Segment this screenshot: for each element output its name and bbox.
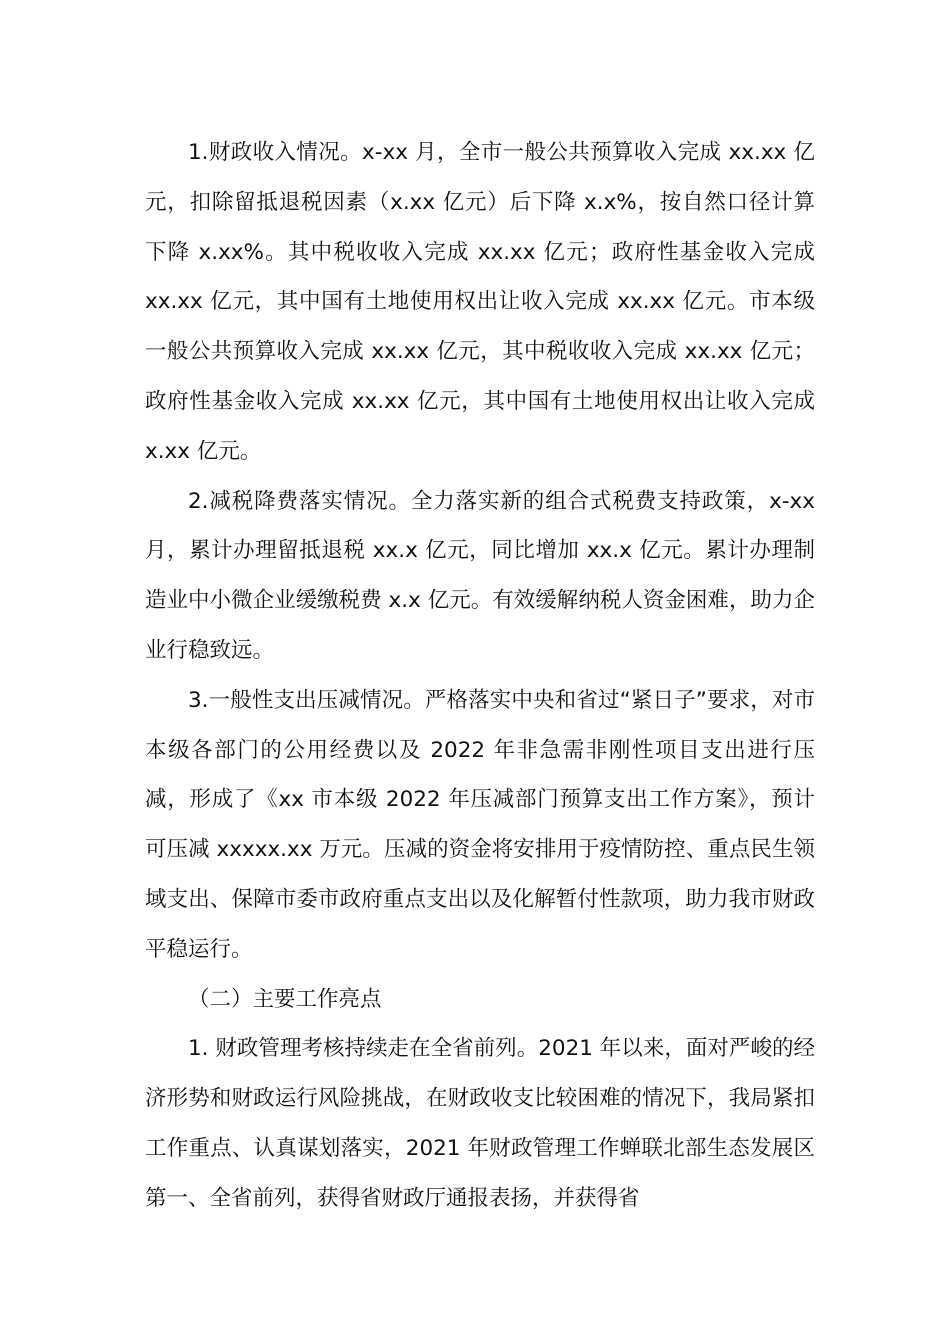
paragraph-fiscal-management: 1. 财政管理考核持续走在全省前列。2021 年以来，面对严峻的经济形势和财政运行风险挑战，在财政收支比较困难的情况下，我局紧扣工作重点、认真谋划落实，2021 年财政管理工作蝉联北部生态发展区第一、全省前列，获得省财政厅通报表扬，并获得省 [145, 1036, 815, 1211]
paragraph-fiscal-revenue: 1.财政收入情况。x-xx 月，全市一般公共预算收入完成 xx.xx 亿元，扣除留抵退税因素（x.xx 亿元）后下降 x.x%，按自然口径计算下降 x.xx%。其中税收收入完成 xx.xx 亿元；政府性基金收入完成 xx.xx 亿元，其中国有土地使用权出让收入完成 xx.xx 亿元。市本级一般公共预算收入完成 xx.xx 亿元，其中税收收入完成 xx.xx 亿元；政府性基金收入完成 xx.xx 亿元，其中国有土地使用权出让收入完成 x.xx 亿元。 [145, 140, 815, 464]
paragraph-tax-reduction: 2.减税降费落实情况。全力落实新的组合式税费支持政策，x-xx 月，累计办理留抵退税 xx.x 亿元，同比增加 xx.x 亿元。累计办理制造业中小微企业缓缴税费 x.x 亿元。有效缓解纳税人资金困难，助力企业行稳致远。 [145, 488, 815, 663]
document-body [145, 128, 815, 1224]
paragraph-expenditure-cut: 3.一般性支出压减情况。严格落实中央和省过“紧日子”要求，对市本级各部门的公用经费以及 2022 年非急需非刚性项目支出进行压减，形成了《xx 市本级 2022 年压减部门预算支出工作方案》，预计可压减 xxxxx.xx 万元。压减的资金将安排用于疫情防控、重点民生领域支出、保障市委市政府重点支出以及化解暂付性款项，助力我市财政平稳运行。 [145, 687, 815, 962]
section-heading-highlights: （二）主要工作亮点 [188, 986, 382, 1012]
